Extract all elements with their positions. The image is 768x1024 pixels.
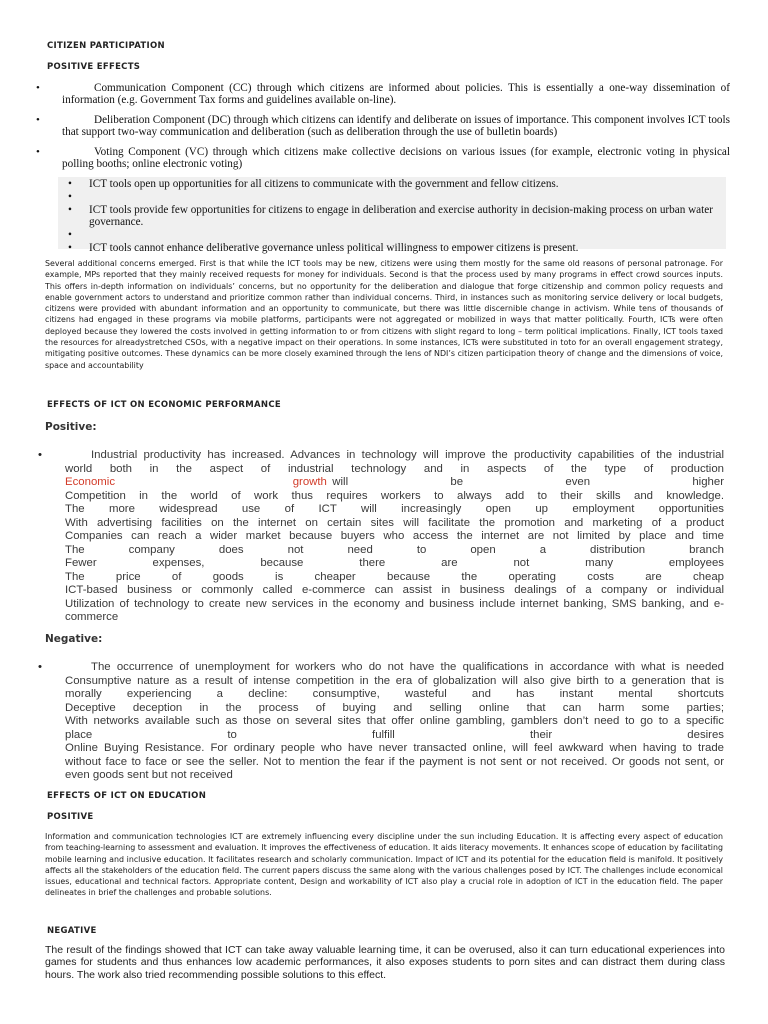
education-negative-label: NEGATIVE	[47, 926, 97, 936]
sub-list-item-text: ICT tools cannot enhance deliberative governance unless political willingness to empower citizens is present.	[89, 242, 579, 254]
text-line: even goods sent but not received	[65, 769, 233, 781]
sub-list-item-text: ICT tools open up opportunities for all citizens to communicate with the government and fellow citizens.	[89, 178, 559, 190]
text-line: Competition in the world of work thus requires workers to always add to their skills and knowledge.	[65, 489, 724, 502]
text-line: The occurrence of unemployment for workers who do not have the qualifications in accordance with what is needed	[91, 661, 724, 673]
text-line: Consumptive nature as a result of intense competition in the era of globalization will also give birth to a generation that is	[65, 674, 724, 687]
sub-list-item	[68, 229, 724, 241]
text-fragment: will be even higher	[332, 476, 725, 488]
negative-label: Negative:	[45, 633, 103, 645]
text-line: without face to face or see the seller. Not to mention the fear if the payment is not sent or not received. Or goods not sent, or	[65, 755, 724, 768]
list-item	[30, 114, 730, 138]
list-item	[38, 661, 724, 783]
education-negative-paragraph: The result of the findings showed that ICT can take away valuable learning time, it can be overused, also it can turn educational experiences into games for students and thus enhances low academic performances, it also exposes students to porn sites and can distract them during class hours. The work also tried recommending possible solutions to this effect.	[45, 944, 725, 981]
positive-label: Positive:	[45, 421, 97, 433]
bullet-icon: •	[68, 204, 72, 216]
text-line: The more widespread use of ICT will increasingly open up employment opportunities	[65, 503, 724, 515]
sub-bullet-list	[68, 178, 724, 255]
text-line: Companies can reach a wider market because buyers who access the internet are not limited by place and time	[65, 530, 724, 542]
sub-list-item	[68, 191, 724, 203]
bullet-icon: •	[68, 191, 72, 203]
bullet-icon: •	[38, 661, 42, 673]
list-item	[30, 82, 730, 106]
sub-list-item	[68, 242, 724, 254]
bullet-icon: •	[38, 449, 42, 461]
sub-list-item	[68, 204, 724, 228]
text-line: Deceptive deception in the process of buying and selling online that can harm some parties;	[65, 701, 724, 714]
list-item-text: Voting Component (VC) through which citizens make collective decisions on various issues (for example, electronic voting in physical polling booths; online electronic voting)	[62, 146, 730, 170]
economic-positive-list	[38, 449, 724, 625]
bullet-icon: •	[36, 82, 40, 94]
text-line: ICT-based business or commonly called e-commerce can assist in business dealings of a company or individual	[65, 584, 724, 596]
list-item-text: Deliberation Component (DC) through which citizens can identify and deliberate on issues of importance. This component involves ICT tools that support two-way communication and deliberation (such as deliberation through the use of bulletin boards)	[62, 114, 730, 138]
text-line: world both in the aspect of industrial technology and in aspects of the type of production	[65, 462, 724, 475]
section-title-education: EFFECTS OF ICT ON EDUCATION	[47, 791, 207, 801]
highlight-word: growth	[292, 476, 327, 488]
education-positive-label: POSITIVE	[47, 812, 94, 822]
text-line: Utilization of technology to create new services in the economy and business include internet banking, SMS banking, and e-	[65, 597, 724, 610]
economic-negative-list	[38, 661, 724, 783]
text-line: place to fulfill their desires	[65, 728, 724, 741]
bullet-icon: •	[68, 229, 72, 241]
text-line: With advertising facilities on the internet on certain sites will facilitate the promotion and marketing of a product	[65, 516, 724, 529]
text-line: morally experiencing a decline: consumptive, wasteful and has instant mental shortcuts	[65, 688, 724, 700]
text-line: Industrial productivity has increased. Advances in technology will improve the productivity capabilities of the industrial	[91, 449, 724, 461]
section-title-citizen-participation: CITIZEN PARTICIPATION	[47, 41, 165, 51]
text-line	[65, 476, 724, 490]
text-line: Fewer expenses, because there are not many employees	[65, 557, 724, 569]
bullet-icon: •	[36, 146, 40, 158]
subtitle-positive-effects: POSITIVE EFFECTS	[47, 62, 141, 72]
concerns-paragraph: Several additional concerns emerged. First is that while the ICT tools may be new, citizens were using them mostly for the same old reasons of personal patronage. For example, MPs reported that they mainly received requests for money for individuals. Second is that the process used by many programs in effect crowd sources inputs. This offers in-depth information on individuals’ concerns, but no opportunity for the deliberation and dialogue that forge citizenship and common policy requests and enable government actors to understand and prioritize common rather than individual concerns. Third, in instances such as monitoring service delivery or local budgets, citizens were provided with abundant information and an opportunity to communicate, but there was little discernible change in activism. While tens of thousands of citizens had engaged in these programs via mobile platforms, participants were not aggregated or mobilized in ways that matter politically. Fourth, ICTs were often deployed because they lowered the costs involved in getting information to or from citizens with slight regard to long – term political implications. Finally, ICT tools taxed the resources for alreadystretched CSOs, with a negative impact on their operations. In some instances, ICTs were substituted in toto for an overall engagement strategy, mitigating positive outcomes. These dynamics can be more closely examined through the lens of NDI’s citizen participation theory of change and the dimensions of voice, space and accountability	[45, 259, 723, 370]
text-line: Online Buying Resistance. For ordinary people who have never transacted online, will feel awkward when having to trade	[65, 742, 724, 754]
text-line: The company does not need to open a distribution branch	[65, 543, 724, 556]
bullet-icon: •	[68, 178, 72, 190]
bullet-icon: •	[68, 242, 72, 254]
text-line: commerce	[65, 611, 119, 623]
list-item-text: Communication Component (CC) through which citizens are informed about policies. This is essentially a one-way dissemination of information (e.g. Government Tax forms and guidelines available on-line).	[62, 82, 730, 106]
list-item	[38, 449, 724, 625]
section-title-economic-performance: EFFECTS OF ICT ON ECONOMIC PERFORMANCE	[47, 400, 281, 410]
component-list	[30, 82, 730, 170]
bullet-icon: •	[36, 114, 40, 126]
text-line: The price of goods is cheaper because the operating costs are cheap	[65, 570, 724, 583]
highlight-word: Economic	[65, 476, 116, 488]
text-line: With networks available such as those on several sites that offer online gambling, gamblers don’t need to go to a specific	[65, 715, 724, 727]
sub-list-item-text: ICT tools provide few opportunities for citizens to engage in deliberation and exercise authority in decision-making process on urban water governance.	[89, 204, 713, 228]
list-item	[30, 146, 730, 170]
education-positive-paragraph: Information and communication technologies ICT are extremely influencing every discipline under the sun including Education. It is affecting every aspect of education from teaching-learning to assessment and evaluation. It improves the effectiveness of education. It aids literacy movements. It enhances scope of education by facilitating mobile learning and inclusive education. It facilitates research and scholarly communication. Impact of ICT and its potential for the education field is manifold. It positively affects all the stakeholders of the education field. The current papers discuss the same along with the various challenges posed by ICT. The challenges include economical issues, educational and technical factors. Appropriate content, Design and workability of ICT also play a crucial role in adoption of ICT in the education field. The paper delineates in brief the challenges and probable solutions.	[45, 832, 723, 898]
sub-list-item	[68, 178, 724, 190]
